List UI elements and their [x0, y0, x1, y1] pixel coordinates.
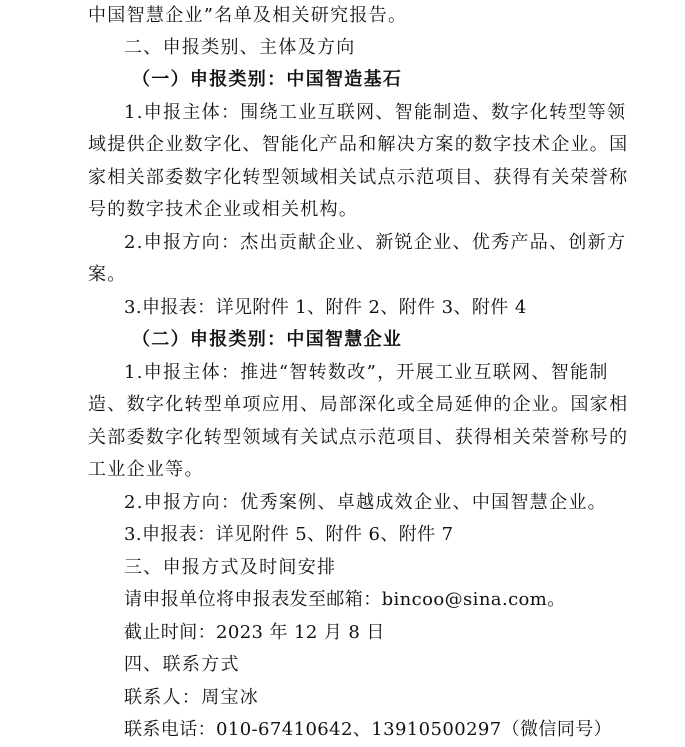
paragraph-line: 2.申报方向：优秀案例、卓越成效企业、中国智慧企业。 [124, 492, 607, 513]
paragraph-line: 1.申报主体：推进“智转数改”，开展工业互联网、智能制 [124, 362, 609, 383]
paragraph-line: 3.申报表：详见附件 5、附件 6、附件 7 [124, 524, 454, 545]
paragraph-line: 工业企业等。 [88, 459, 204, 480]
paragraph-line: 号的数字技术企业或相关机构。 [88, 199, 359, 220]
deadline-line: 截止时间：2023 年 12 月 8 日 [124, 622, 385, 643]
paragraph-line: 1.申报主体：围绕工业互联网、智能制造、数字化转型等领 [124, 102, 627, 123]
email-line: 请申报单位将申报表发至邮箱：bincoo@sina.com。 [124, 589, 566, 610]
paragraph-line: 家相关部委数字化转型领域相关试点示范项目、获得有关荣誉称 [88, 167, 629, 188]
paragraph-line-continuation: 中国智慧企业”名单及相关研究报告。 [88, 5, 408, 26]
paragraph-line: 域提供企业数字化、智能化产品和解决方案的数字技术企业。国 [88, 134, 629, 155]
contact-person-line: 联系人：周宝冰 [124, 687, 260, 708]
subsection-heading-2: （二）申报类别：中国智慧企业 [132, 329, 403, 350]
paragraph-line: 关部委数字化转型领域有关试点示范项目、获得相关荣誉称号的 [88, 427, 629, 448]
section-heading-3: 三、申报方式及时间安排 [124, 557, 337, 578]
paragraph-line: 案。 [88, 264, 127, 285]
paragraph-line: 造、数字化转型单项应用、局部深化或全局延伸的企业。国家相 [88, 394, 629, 415]
contact-phone-line: 联系电话：010-67410642、13910500297（微信同号） [124, 719, 613, 740]
section-heading-4: 四、联系方式 [124, 654, 240, 675]
subsection-heading-1: （一）申报类别：中国智造基石 [132, 69, 403, 90]
paragraph-line: 3.申报表：详见附件 1、附件 2、附件 3、附件 4 [124, 297, 527, 318]
paragraph-line: 2.申报方向：杰出贡献企业、新锐企业、优秀产品、创新方 [124, 232, 627, 253]
section-heading-2: 二、申报类别、主体及方向 [124, 37, 356, 58]
